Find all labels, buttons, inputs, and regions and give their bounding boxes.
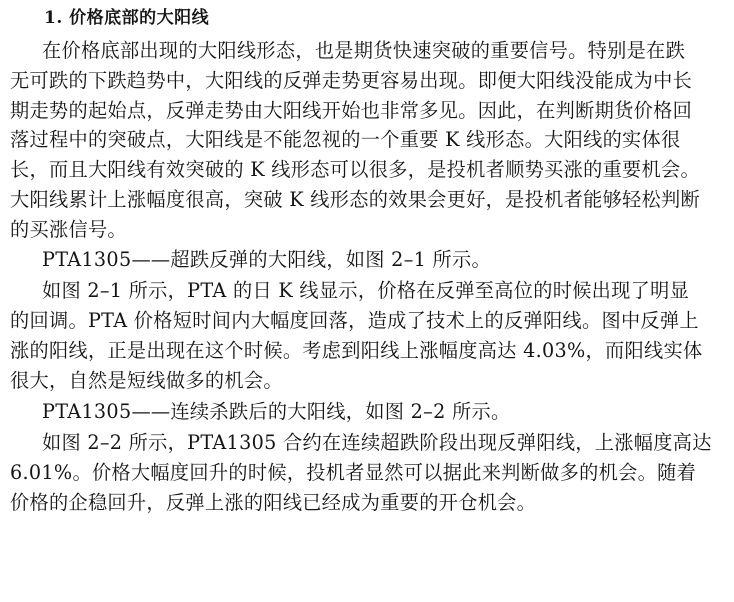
- paragraph-3-line-2: 的回调。PTA 价格短时间内大幅度回落，造成了技术上的反弹阳线。图中反弹上: [10, 309, 699, 332]
- paragraph-1-line-7: 的买涨信号。: [10, 218, 127, 241]
- paragraph-1-line-1: 在价格底部出现的大阳线形态，也是期货快速突破的重要信号。特别是在跌: [42, 39, 686, 62]
- section-heading: 1. 价格底部的大阳线: [44, 8, 210, 28]
- paragraph-3-line-4: 很大，自然是短线做多的机会。: [10, 369, 283, 392]
- paragraph-3-line-3: 涨的阳线，正是出现在这个时候。考虑到阳线上涨幅度高达 4.03%，而阳线实体: [10, 339, 703, 362]
- paragraph-5-line-3: 价格的企稳回升，反弹上涨的阳线已经成为重要的开仓机会。: [10, 491, 537, 514]
- paragraph-1-line-6: 大阳线累计上涨幅度很高，突破 K 线形态的效果会更好，是投机者能够轻松判断: [10, 188, 701, 211]
- paragraph-1-line-3: 期走势的起始点，反弹走势由大阳线开始也非常多见。因此，在判断期货价格回: [10, 99, 693, 122]
- paragraph-1-line-2: 无可跌的下跌趋势中，大阳线的反弹走势更容易出现。即便大阳线没能成为中长: [10, 69, 693, 92]
- paragraph-5-line-1: 如图 2–2 所示，PTA1305 合约在连续超跌阶段出现反弹阳线，上涨幅度高达: [42, 431, 712, 454]
- paragraph-1-line-4: 落过程中的突破点，大阳线是不能忽视的一个重要 K 线形态。大阳线的实体很: [10, 128, 681, 151]
- paragraph-3-line-1: 如图 2–1 所示，PTA 的日 K 线显示，价格在反弹至高位的时候出现了明显: [42, 279, 690, 302]
- paragraph-5-line-2: 6.01%。价格大幅度回升的时候，投机者显然可以据此来判断做多的机会。随着: [10, 461, 697, 484]
- paragraph-2-line-1: PTA1305——超跌反弹的大阳线，如图 2–1 所示。: [42, 248, 491, 271]
- paragraph-1-line-5: 长，而且大阳线有效突破的 K 线形态可以很多，是投机者顺势买涨的重要机会。: [10, 158, 701, 181]
- paragraph-4-line-1: PTA1305——连续杀跌后的大阳线，如图 2–2 所示。: [42, 400, 511, 423]
